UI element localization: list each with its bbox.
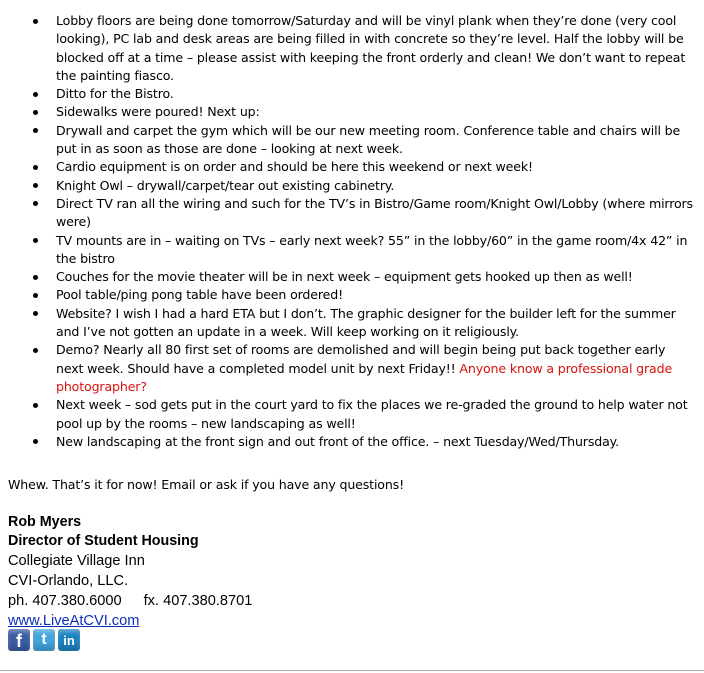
bullet-icon: [33, 403, 38, 408]
bullet-icon: [33, 293, 38, 298]
photographer-request: Anyone know a professional grade photographer?: [56, 360, 673, 394]
email-signature: [8, 513, 252, 631]
bullet-icon: [33, 165, 38, 170]
bullet-icon: [33, 348, 38, 353]
list-item: Sidewalks were poured! Next up:: [0, 103, 704, 121]
bullet-icon: [33, 19, 38, 24]
list-item: Couches for the movie theater will be in next week – equipment gets hooked up then as well!: [0, 268, 704, 286]
website-link[interactable]: www.LiveAtCVI.com: [8, 613, 140, 629]
list-item: Lobby floors are being done tomorrow/Saturday and will be vinyl plank when they’re done (very cool looking), PC lab and desk areas are being filled in with concrete so they’re level. Half the lobby will be blocked off at a time – please assist with keeping the front orderly and clean! We don’t want to repeat the painting fiasco.: [0, 12, 704, 85]
bullet-icon: [33, 311, 38, 316]
bullet-icon: [33, 201, 38, 206]
list-item: Website? I wish I had a hard ETA but I don’t. The graphic designer for the builder left for the summer and I’ve not gotten an update in a week. Will keep working on it religiously.: [0, 305, 704, 342]
bullet-icon: [33, 439, 38, 444]
twitter-icon[interactable]: t: [33, 629, 55, 651]
list-item: Cardio equipment is on order and should be here this weekend or next week!: [0, 158, 704, 176]
fax-number: fx. 407.380.8701: [143, 593, 253, 609]
update-list: [0, 12, 704, 451]
bullet-icon: [33, 110, 38, 115]
social-links: [8, 629, 80, 651]
bullet-icon: [33, 128, 38, 133]
bullet-icon: [33, 183, 38, 188]
list-item: Ditto for the Bistro.: [0, 85, 704, 103]
list-item: Next week – sod gets put in the court yard to fix the places we re-graded the ground to help water not pool up by the rooms – new landscaping as well!: [0, 396, 704, 433]
signature-contact: [8, 591, 252, 611]
signature-title: Director of Student Housing: [8, 533, 199, 549]
list-item: New landscaping at the front sign and out front of the office. – next Tuesday/Wed/Thursday.: [0, 433, 704, 451]
closing-line: Whew. That’s it for now! Email or ask if you have any questions!: [8, 477, 404, 492]
list-item: Pool table/ping pong table have been ordered!: [0, 286, 704, 304]
list-item: Demo? Nearly all 80 first set of rooms are demolished and will begin being put back together early next week. Should have a completed model unit by next Friday!! Anyone know a professional grade photographer?: [0, 341, 704, 396]
linkedin-icon[interactable]: in: [58, 629, 80, 651]
divider: [0, 670, 704, 671]
bullet-icon: [33, 275, 38, 280]
signature-entity: CVI-Orlando, LLC.: [8, 573, 129, 589]
list-item: Drywall and carpet the gym which will be our new meeting room. Conference table and chairs will be put in as soon as those are done – looking at next week.: [0, 122, 704, 159]
list-item: Direct TV ran all the wiring and such for the TV’s in Bistro/Game room/Knight Owl/Lobby (where mirrors were): [0, 195, 704, 232]
list-item: Knight Owl – drywall/carpet/tear out existing cabinetry.: [0, 177, 704, 195]
signature-company: Collegiate Village Inn: [8, 553, 145, 569]
bullet-icon: [33, 238, 38, 243]
signature-name: Rob Myers: [8, 514, 82, 530]
bullet-icon: [33, 92, 38, 97]
facebook-icon[interactable]: f: [8, 629, 30, 651]
phone-number: ph. 407.380.6000: [8, 593, 122, 609]
list-item: TV mounts are in – waiting on TVs – early next week? 55” in the lobby/60” in the game room/4x 42” in the bistro: [0, 232, 704, 269]
